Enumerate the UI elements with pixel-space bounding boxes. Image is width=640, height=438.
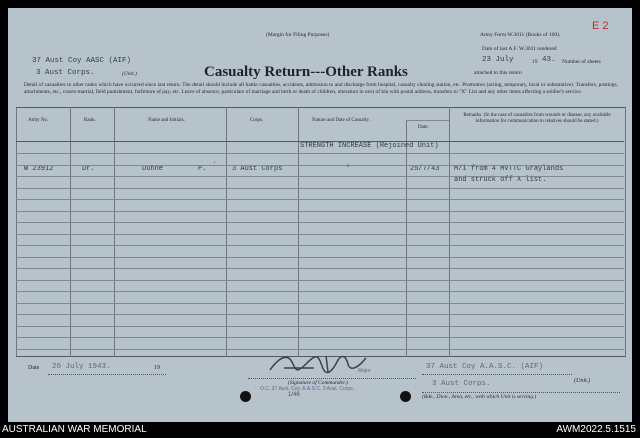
date-last-year-prefix: 19 (532, 59, 538, 65)
table-rule-line (16, 222, 624, 223)
date-year-prefix: 19 (154, 365, 160, 371)
table-rule-line (16, 245, 624, 246)
table-rule-line (16, 176, 624, 177)
table-rule-line (16, 337, 624, 338)
row-corps: 3 Aust Corps (232, 165, 283, 173)
date-label: Date (28, 365, 40, 371)
table-rule-line (16, 314, 624, 315)
punch-hole (400, 391, 411, 402)
bde-label: (Bde., Dion., Area, etc., with which Unit is serving.) (422, 394, 537, 400)
margin-note: (Margin for Filing Purposes) (266, 32, 330, 38)
unit-underline (422, 374, 572, 375)
table-rule-line (16, 326, 624, 327)
row-nature: " (346, 165, 351, 173)
date-last-year: 43. (542, 56, 556, 64)
signature-label: (Signature of Commander.) (288, 380, 348, 386)
bottom-unit-label: (Unit.) (574, 378, 591, 384)
attached-label: attached to this return (474, 70, 522, 76)
table-rule-line (16, 257, 624, 258)
table-rule-line (16, 234, 624, 235)
footer-reference: AWM2022.5.1515 (556, 424, 636, 435)
date-last-value: 23 July (482, 56, 514, 64)
row-initial: P. (198, 165, 207, 173)
row-army-no: W 23912 (24, 165, 54, 173)
row-date: 25/7/43 (410, 165, 440, 173)
col-divider (449, 107, 450, 357)
table-rule-line (16, 291, 624, 292)
signature-underline (248, 378, 416, 379)
unit-line-1: 37 Aust Coy AASC (AIF) (32, 57, 132, 65)
table-rule-line (16, 199, 624, 200)
bottom-unit-line-1: 37 Aust Coy A.A.S.C. (AIF) (426, 363, 544, 371)
col-divider (406, 120, 407, 357)
form-title: Casualty Return---Other Ranks (204, 64, 408, 80)
punch-hole (240, 391, 251, 402)
header-rank: Rank. (84, 118, 96, 123)
header-remarks: Remarks. (In the case of casualties from wounds or disease, any available information for communication to relatives should be stated.) (463, 113, 611, 124)
date-header-rule (406, 120, 449, 121)
table-rule-line (16, 153, 624, 154)
row-tick-mark: ' (214, 160, 216, 169)
date-value: 26 July 1943. (52, 363, 111, 371)
table-rule-line (16, 268, 624, 269)
table-rule-line (16, 211, 624, 212)
stamp-officer: O.C. 37 Aust. Coy. A.A.S.C. 3 Aust. Corps. (260, 386, 355, 392)
sheets-label: Number of sheets (562, 59, 601, 65)
form-sheet (8, 8, 632, 422)
section-heading: STRENGTH INCREASE (Rejoined Unit) (300, 142, 439, 150)
date-last-label: Date of last A.F. W.3011 rendered (482, 46, 557, 52)
row-rank: Dr. (82, 165, 95, 173)
row-name: Dunne (142, 165, 164, 173)
archive-footer (0, 422, 640, 438)
header-corps: Corps. (250, 118, 264, 123)
col-divider (298, 107, 299, 357)
col-divider (226, 107, 227, 357)
stamp-major: Major (358, 368, 371, 374)
row-remarks-line-2: and struck off X list. (454, 176, 547, 184)
date-underline (48, 374, 166, 375)
col-divider (70, 107, 71, 357)
unit-label: (Unit.) (122, 71, 137, 77)
table-rule-line (16, 303, 624, 304)
stamp-number: 1/46 (288, 392, 300, 398)
unit-line-2: 3 Aust Corps. (36, 69, 95, 77)
table-rule-line (16, 165, 624, 166)
instructions-text: Detail of casualties to other ranks which have occurred since last return. The detail should include all battle casualties, accidents, admission to and discharge from hospital, casualty clearing station, etc. Promotion (acting, temporary, local or substantive). Transfers, postings, attachments, etc., courts-martial, field punishment, forfeiture of pay, etc. Leave of absence, particulars of marriage and birth or death of children, alteration in next of kin with postal address, transfers to "X" List and any other items affecting a soldier's service. (24, 82, 618, 95)
army-form-number: Army Form W.3011 (Books of 100). (480, 32, 561, 38)
header-army-no: Army No. (28, 118, 49, 123)
col-divider (114, 107, 115, 357)
corner-mark: E 2 (592, 20, 609, 32)
table-rule-line (16, 280, 624, 281)
bde-underline (422, 392, 620, 393)
table-rule-line (16, 188, 624, 189)
bottom-unit-line-2: 3 Aust Corps. (432, 380, 491, 388)
header-name: Name and Initials. (148, 118, 185, 123)
header-nature: Nature and Date of Casualty. (312, 118, 370, 123)
row-remarks-line-1: M/i from 4 MVTTC Graylands (454, 165, 564, 173)
footer-institution: AUSTRALIAN WAR MEMORIAL (2, 424, 147, 435)
header-date: Date. (418, 125, 429, 130)
